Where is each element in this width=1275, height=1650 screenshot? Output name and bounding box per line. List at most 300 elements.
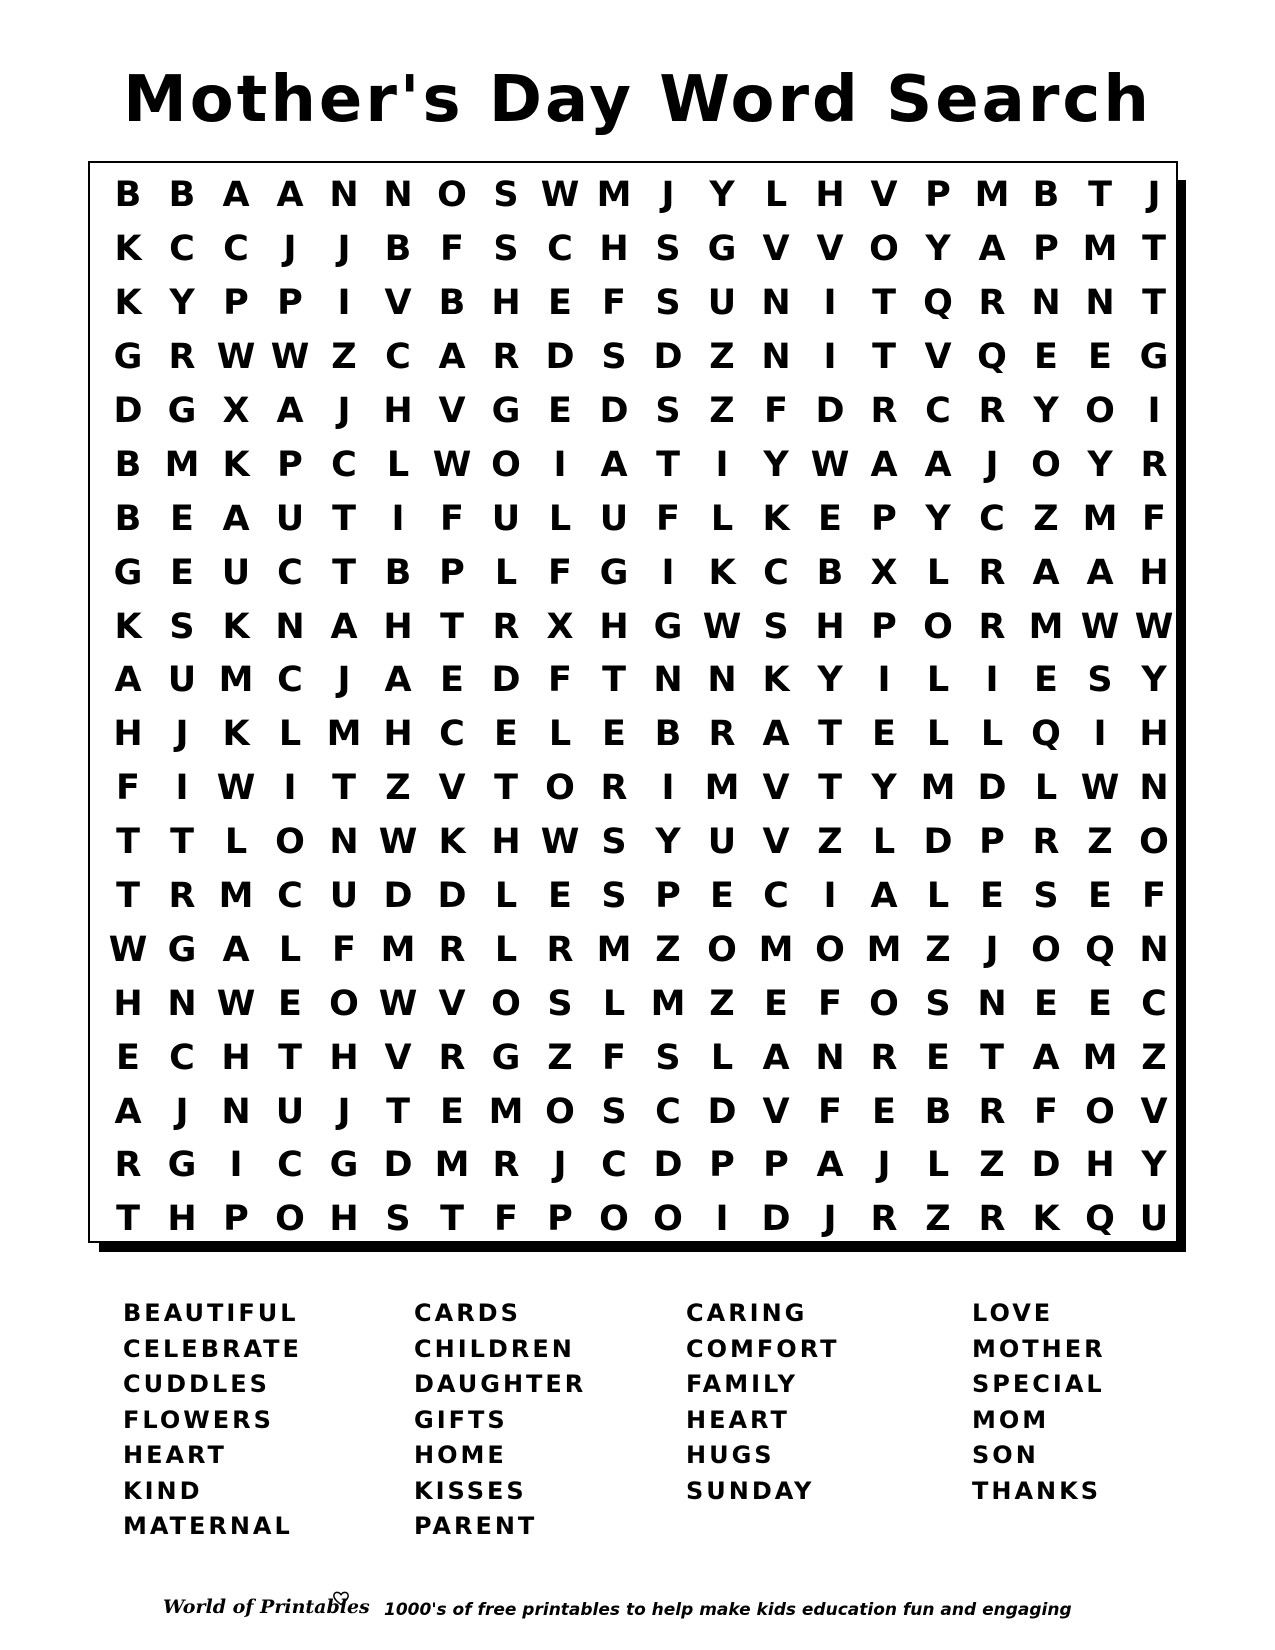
grid-letter: V [870, 175, 898, 216]
grid-letter: H [815, 175, 845, 216]
grid-letter: L [494, 552, 518, 593]
grid-letter: Z [925, 929, 951, 970]
grid-letter: B [924, 1091, 952, 1132]
grid-letter: P [547, 1199, 573, 1240]
grid-letter: J [175, 1091, 189, 1132]
word-list-column-3 [686, 1296, 839, 1509]
grid-letter: D [653, 1145, 683, 1186]
grid-letter: Y [1033, 391, 1059, 431]
grid-letter: D [491, 660, 521, 701]
grid-letter: A [222, 498, 250, 539]
grid-letter: T [116, 876, 140, 917]
grid-letter: I [1093, 714, 1107, 755]
grid-letter: E [278, 983, 302, 1024]
grid-letter: O [1085, 1091, 1115, 1132]
grid-letter: L [1034, 768, 1058, 809]
grid-letter: T [494, 768, 518, 809]
grid-letter: T [332, 768, 356, 809]
grid-letter: H [383, 606, 413, 647]
grid-letter: E [764, 983, 788, 1024]
grid-letter: Q [977, 337, 1007, 378]
grid-letter: F [332, 929, 356, 970]
grid-letter: N [653, 660, 683, 701]
grid-letter: H [1085, 1145, 1115, 1186]
grid-letter: M [920, 768, 956, 809]
footer-tagline: 1000's of free printables to help make kids education fun and engaging [384, 1600, 1072, 1620]
grid-letter: Y [1141, 660, 1167, 701]
grid-letter: R [708, 714, 736, 755]
grid-letter: O [1139, 822, 1169, 863]
grid-letter: M [434, 1145, 470, 1186]
grid-letter: A [1032, 1037, 1060, 1078]
grid-letter: T [602, 660, 626, 701]
grid-letter: L [926, 714, 950, 755]
grid-letter: P [1033, 229, 1059, 270]
grid-letter: Y [1141, 1145, 1167, 1186]
grid-letter: T [818, 768, 842, 809]
grid-letter: D [923, 822, 953, 863]
grid-letter: I [553, 444, 567, 485]
grid-letter: L [872, 822, 896, 863]
grid-letter: I [661, 552, 675, 593]
grid-letter: L [494, 876, 518, 917]
grid-letter: Y [655, 822, 681, 863]
grid-letter: L [602, 983, 626, 1024]
grid-letter: D [707, 1091, 737, 1132]
grid-letter: C [655, 1091, 681, 1132]
grid-letter: P [709, 1145, 735, 1186]
grid-letter: G [653, 606, 683, 647]
grid-letter: C [925, 391, 951, 431]
grid-letter: R [114, 1145, 142, 1186]
grid-letter: K [222, 606, 250, 647]
grid-letter: T [440, 1199, 464, 1240]
grid-letter: R [168, 876, 196, 917]
grid-letter: H [221, 1037, 251, 1078]
grid-letter: D [815, 391, 845, 431]
grid-letter: W [1080, 606, 1120, 647]
grid-letter: Q [923, 283, 953, 324]
grid-letter: S [1033, 876, 1059, 917]
grid-letter: A [1032, 552, 1060, 593]
grid-letter: H [329, 1199, 359, 1240]
grid-letter: J [985, 929, 999, 970]
grid-letter: N [167, 983, 197, 1024]
grid-letter: M [326, 714, 362, 755]
grid-letter: R [492, 337, 520, 378]
grid-letter: T [386, 1091, 410, 1132]
grid-letter: Z [979, 1145, 1005, 1186]
grid-letter: M [974, 175, 1010, 216]
grid-letter: Z [925, 1199, 951, 1240]
grid-letter: J [175, 714, 189, 755]
grid-letter: P [871, 498, 897, 539]
grid-letter: C [169, 229, 195, 270]
grid-letter: W [378, 983, 418, 1024]
grid-letter: G [167, 1145, 197, 1186]
grid-letter: E [116, 1037, 140, 1078]
grid-letter: E [1088, 337, 1112, 378]
grid-letter: X [870, 552, 898, 593]
grid-letter: H [1139, 714, 1169, 755]
grid-letter: P [763, 1145, 789, 1186]
grid-letter: Z [385, 768, 411, 809]
grid-letter: S [385, 1199, 411, 1240]
grid-letter: M [704, 768, 740, 809]
grid-letter: E [548, 283, 572, 324]
grid-letter: T [656, 444, 680, 485]
grid-letter: D [545, 337, 575, 378]
grid-letter: T [872, 337, 896, 378]
grid-letter: W [810, 444, 850, 485]
grid-letter: O [545, 1091, 575, 1132]
grid-letter: J [337, 660, 351, 701]
grid-letter: K [222, 444, 250, 485]
footer [0, 1590, 1275, 1640]
grid-letter: M [164, 444, 200, 485]
grid-letter: T [818, 714, 842, 755]
word-list-item: CELEBRATE [123, 1334, 302, 1363]
grid-letter: K [708, 552, 736, 593]
grid-letter: C [601, 1145, 627, 1186]
grid-letter: C [763, 552, 789, 593]
grid-letter: N [1085, 283, 1115, 324]
grid-letter: H [113, 983, 143, 1024]
grid-letter: N [1139, 929, 1169, 970]
grid-letter: C [277, 660, 303, 701]
grid-letter: D [383, 876, 413, 917]
grid-letter: Q [1085, 1199, 1115, 1240]
grid-letter: Z [709, 983, 735, 1024]
grid-letter: E [1088, 983, 1112, 1024]
grid-letter: E [548, 876, 572, 917]
grid-letter: L [386, 444, 410, 485]
grid-letter: I [661, 768, 675, 809]
grid-letter: N [329, 175, 359, 216]
grid-letter: F [1034, 1091, 1058, 1132]
grid-letter: S [655, 283, 681, 324]
grid-letter: B [168, 175, 196, 216]
grid-letter: K [438, 822, 466, 863]
grid-letter: O [599, 1199, 629, 1240]
grid-letter: O [1031, 444, 1061, 485]
grid-letter: U [167, 660, 197, 701]
grid-letter: A [384, 660, 412, 701]
grid-letter: T [872, 283, 896, 324]
grid-letter: I [823, 283, 837, 324]
grid-letter: L [548, 714, 572, 755]
grid-letter: W [1080, 768, 1120, 809]
grid-letter: B [114, 175, 142, 216]
grid-letter: F [494, 1199, 518, 1240]
word-list-item: MOTHER [972, 1334, 1106, 1363]
grid-letter: M [1082, 1037, 1118, 1078]
word-list-item: CUDDLES [123, 1370, 270, 1398]
grid-letter: R [978, 1091, 1006, 1132]
grid-letter: R [978, 606, 1006, 647]
grid-letter: T [332, 552, 356, 593]
grid-letter: F [440, 498, 464, 539]
grid-letter: C [277, 876, 303, 917]
grid-letter: D [977, 768, 1007, 809]
grid-letter: D [599, 391, 629, 431]
grid-letter: Y [925, 229, 951, 270]
grid-letter: S [925, 983, 951, 1024]
grid-letter: O [869, 229, 899, 270]
grid-letter: B [438, 283, 466, 324]
grid-letter: P [223, 1199, 249, 1240]
grid-letter: R [978, 391, 1006, 431]
grid-letter: Z [709, 391, 735, 431]
word-list-column-2 [414, 1296, 586, 1545]
grid-letter: S [493, 175, 519, 216]
grid-letter: A [816, 1145, 844, 1186]
word-list-column-4 [972, 1296, 1106, 1509]
grid-letter: G [329, 1145, 359, 1186]
grid-letter: R [492, 606, 520, 647]
grid-letter: B [114, 444, 142, 485]
grid-letter: S [601, 876, 627, 917]
grid-letter: Z [1087, 822, 1113, 863]
grid-letter: U [329, 876, 359, 917]
grid-letter: B [384, 552, 412, 593]
grid-letter: U [275, 498, 305, 539]
grid-letter: W [1134, 606, 1174, 647]
grid-letter: S [547, 983, 573, 1024]
grid-letter: H [815, 606, 845, 647]
grid-letter: G [1139, 337, 1169, 378]
grid-letter: A [1086, 552, 1114, 593]
grid-letter: E [872, 714, 896, 755]
grid-letter: W [432, 444, 472, 485]
word-list-item: KIND [123, 1476, 203, 1505]
grid-letter: I [1147, 391, 1161, 431]
grid-letter: E [1088, 876, 1112, 917]
grid-letter: F [818, 983, 842, 1024]
grid-letter: G [113, 337, 143, 378]
word-list-column-1 [123, 1296, 302, 1545]
grid-letter: H [599, 606, 629, 647]
grid-letter: L [710, 498, 734, 539]
grid-letter: R [546, 929, 574, 970]
grid-letter: L [926, 552, 950, 593]
grid-letter: F [656, 498, 680, 539]
grid-letter: S [601, 822, 627, 863]
grid-letter: O [437, 175, 467, 216]
grid-letter: S [763, 606, 789, 647]
grid-letter: V [924, 337, 952, 378]
grid-letter: R [870, 1199, 898, 1240]
grid-letter: B [384, 229, 412, 270]
word-list-item: HOME [414, 1441, 507, 1469]
grid-letter: R [870, 391, 898, 431]
grid-letter: K [762, 660, 790, 701]
heart-icon [332, 1590, 350, 1606]
grid-letter: R [978, 283, 1006, 324]
grid-letter: U [1139, 1199, 1169, 1240]
grid-letter: G [599, 552, 629, 593]
grid-letter: M [1082, 498, 1118, 539]
grid-letter: A [870, 876, 898, 917]
grid-letter: T [440, 606, 464, 647]
grid-letter: R [438, 1037, 466, 1078]
grid-letter: Z [709, 337, 735, 378]
grid-letter: A [870, 444, 898, 485]
grid-letter: S [655, 1037, 681, 1078]
word-list-item: CARING [686, 1299, 808, 1327]
grid-letter: M [758, 929, 794, 970]
grid-letter: A [222, 929, 250, 970]
word-list-item: CHILDREN [414, 1334, 575, 1363]
grid-letter: W [108, 929, 148, 970]
word-list-item: FAMILY [686, 1370, 798, 1398]
grid-letter: M [488, 1091, 524, 1132]
grid-letter: F [818, 1091, 842, 1132]
grid-letter: D [1031, 1145, 1061, 1186]
grid-letter: I [823, 876, 837, 917]
grid-letter: U [491, 498, 521, 539]
grid-letter: E [872, 1091, 896, 1132]
grid-letter: T [1142, 283, 1166, 324]
grid-letter: I [715, 444, 729, 485]
grid-letter: Z [1033, 498, 1059, 539]
grid-letter: G [707, 229, 737, 270]
grid-letter: Y [169, 283, 195, 324]
grid-letter: O [491, 444, 521, 485]
grid-letter: N [221, 1091, 251, 1132]
grid-letter: I [715, 1199, 729, 1240]
grid-letter: N [275, 606, 305, 647]
grid-letter: I [391, 498, 405, 539]
grid-letter: F [602, 283, 626, 324]
grid-letter: F [602, 1037, 626, 1078]
grid-letter: Q [1031, 714, 1061, 755]
letter-grid [101, 169, 1181, 1247]
grid-letter: O [869, 983, 899, 1024]
grid-letter: H [491, 822, 521, 863]
grid-letter: P [277, 283, 303, 324]
grid-letter: C [277, 552, 303, 593]
grid-letter: R [492, 1145, 520, 1186]
grid-letter: A [978, 229, 1006, 270]
grid-letter: F [440, 229, 464, 270]
grid-letter: M [596, 929, 632, 970]
grid-letter: M [650, 983, 686, 1024]
grid-letter: H [491, 283, 521, 324]
grid-letter: P [223, 283, 249, 324]
grid-letter: Y [1087, 444, 1113, 485]
word-list-item: COMFORT [686, 1334, 840, 1363]
grid-letter: N [761, 283, 791, 324]
grid-letter: T [1142, 229, 1166, 270]
grid-letter: K [114, 229, 142, 270]
grid-letter: A [330, 606, 358, 647]
grid-letter: L [224, 822, 248, 863]
grid-letter: O [707, 929, 737, 970]
grid-letter: I [283, 768, 297, 809]
grid-letter: C [223, 229, 249, 270]
word-list-item: SPECIAL [972, 1370, 1105, 1398]
grid-letter: N [815, 1037, 845, 1078]
grid-letter: R [1032, 822, 1060, 863]
grid-letter: R [870, 1037, 898, 1078]
brand-logo: World of Printables [163, 1596, 370, 1618]
grid-letter: T [116, 822, 140, 863]
grid-letter: O [1085, 391, 1115, 431]
grid-letter: N [707, 660, 737, 701]
grid-letter: P [655, 876, 681, 917]
grid-letter: E [170, 498, 194, 539]
grid-letter: N [761, 337, 791, 378]
grid-letter: D [437, 876, 467, 917]
grid-letter: E [710, 876, 734, 917]
grid-letter: N [329, 822, 359, 863]
grid-letter: O [815, 929, 845, 970]
word-list-item: FLOWERS [123, 1405, 274, 1434]
grid-letter: M [218, 660, 254, 701]
grid-letter: T [116, 1199, 140, 1240]
grid-letter: I [823, 337, 837, 378]
grid-letter: F [548, 552, 572, 593]
grid-letter: V [438, 768, 466, 809]
grid-letter: V [438, 391, 466, 431]
grid-letter: L [278, 714, 302, 755]
grid-letter: B [114, 498, 142, 539]
grid-letter: M [596, 175, 632, 216]
grid-letter: E [602, 714, 626, 755]
grid-letter: R [438, 929, 466, 970]
grid-letter: S [601, 337, 627, 378]
grid-letter: A [114, 1091, 142, 1132]
grid-letter: D [653, 337, 683, 378]
grid-letter: A [762, 714, 790, 755]
grid-letter: O [329, 983, 359, 1024]
grid-letter: V [762, 822, 790, 863]
page-title: Mother's Day Word Search [123, 63, 1152, 137]
grid-letter: A [438, 337, 466, 378]
grid-letter: G [491, 1037, 521, 1078]
grid-letter: J [337, 1091, 351, 1132]
grid-letter: D [383, 1145, 413, 1186]
grid-letter: E [494, 714, 518, 755]
grid-letter: J [877, 1145, 891, 1186]
grid-letter: J [823, 1199, 837, 1240]
grid-letter: C [979, 498, 1005, 539]
grid-letter: E [980, 876, 1004, 917]
grid-letter: B [654, 714, 682, 755]
grid-letter: F [1142, 498, 1166, 539]
grid-letter: Z [655, 929, 681, 970]
word-list-item: SON [972, 1441, 1039, 1469]
grid-letter: E [1034, 660, 1058, 701]
grid-letter: J [337, 229, 351, 270]
grid-letter: N [1031, 283, 1061, 324]
grid-letter: C [1141, 983, 1167, 1024]
grid-letter: V [816, 229, 844, 270]
grid-letter: F [548, 660, 572, 701]
grid-letter: H [383, 391, 413, 431]
grid-letter: S [601, 1091, 627, 1132]
grid-letter: V [384, 1037, 412, 1078]
grid-letter: F [764, 391, 788, 431]
grid-letter: H [383, 714, 413, 755]
grid-letter: P [439, 552, 465, 593]
grid-letter: M [1028, 606, 1064, 647]
grid-letter: T [1088, 175, 1112, 216]
grid-letter: U [221, 552, 251, 593]
grid-letter: O [653, 1199, 683, 1240]
grid-letter: L [980, 714, 1004, 755]
